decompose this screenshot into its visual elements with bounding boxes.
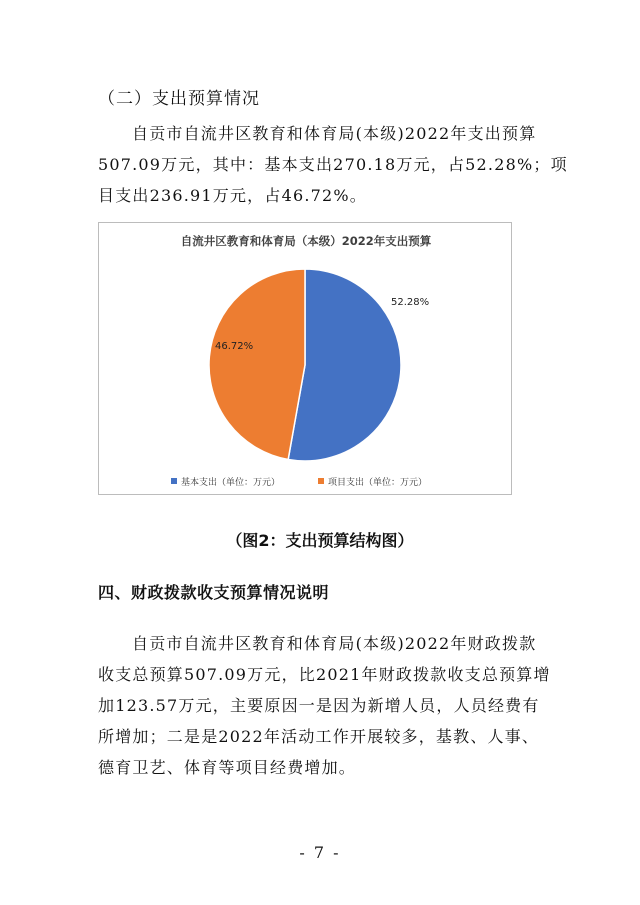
figure-caption: （图2：支出预算结构图） xyxy=(226,531,414,550)
paragraph-1-line-2: 507.09万元，其中：基本支出270.18万元，占52.28%；项 xyxy=(98,155,568,174)
paragraph-2-line-4: 所增加；二是是2022年活动工作开展较多，基教、人事、 xyxy=(98,727,540,746)
paragraph-2-line-2: 收支总预算507.09万元，比2021年财政拨款收支总预算增 xyxy=(98,665,551,684)
paragraph-1-line-1: 自贡市自流井区教育和体育局(本级)2022年支出预算 xyxy=(132,124,537,143)
pie-slice-label-1: 52.28% xyxy=(391,297,430,308)
paragraph-2-line-1: 自贡市自流井区教育和体育局(本级)2022年财政拨款 xyxy=(132,634,537,653)
section-heading: （二）支出预算情况 xyxy=(98,89,260,109)
legend-label-1: 基本支出（单位：万元） xyxy=(181,478,281,488)
page-number: - 7 - xyxy=(299,843,341,862)
pie-slice-label-2: 46.72% xyxy=(215,341,254,352)
section-4-heading: 四、财政拨款收支预算情况说明 xyxy=(98,583,330,602)
legend-swatch-1 xyxy=(171,478,177,484)
paragraph-2-line-5: 德育卫艺、体育等项目经费增加。 xyxy=(98,758,357,777)
paragraph-1-line-3: 目支出236.91万元，占46.72%。 xyxy=(98,186,367,205)
paragraph-2-line-3: 加123.57万元，主要原因一是因为新增人员，人员经费有 xyxy=(98,696,540,715)
legend-swatch-2 xyxy=(318,478,324,484)
legend-label-2: 项目支出（单位：万元） xyxy=(328,478,428,488)
pie-slice-2 xyxy=(209,269,305,460)
pie-chart-canvas xyxy=(99,223,513,496)
chart-title: 自流井区教育和体育局（本级）2022年支出预算 xyxy=(180,234,432,248)
pie-chart xyxy=(98,222,512,495)
